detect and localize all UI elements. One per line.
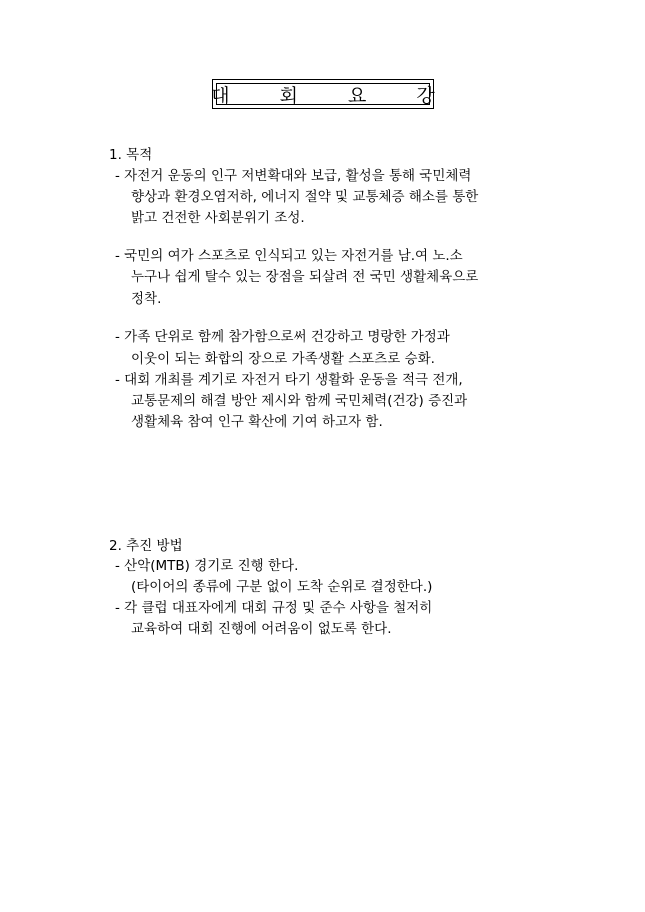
section-2-line: 교육하여 대회 진행에 어려움이 없도록 한다. xyxy=(131,621,392,637)
section-2-heading: 2. 추진 방법 xyxy=(109,538,183,554)
section-1-line: 생활체육 참여 인구 확산에 기여 하고자 함. xyxy=(131,414,383,430)
section-1-line: 이웃이 되는 화합의 장으로 가족생활 스포츠로 승화. xyxy=(131,351,435,367)
section-1-line: 교통문제의 해결 방안 제시와 함께 국민체력(건강) 증진과 xyxy=(131,393,468,409)
section-1-heading: 1. 목적 xyxy=(109,147,153,163)
section-2-line: (타이어의 종류에 구분 없이 도착 순위로 결정한다.) xyxy=(131,579,433,595)
section-2-line: - 각 클럽 대표자에게 대회 규정 및 준수 사항을 철저히 xyxy=(115,600,433,616)
section-1-line: 향상과 환경오염저하, 에너지 절약 및 교통체증 해소를 통한 xyxy=(131,189,479,205)
section-2-line: - 산악(MTB) 경기로 진행 한다. xyxy=(115,558,299,574)
section-1-line: 정착. xyxy=(131,291,162,307)
section-1-line: - 가족 단위로 함께 참가함으로써 건강하고 명랑한 가정과 xyxy=(115,329,450,345)
section-1-line: - 국민의 여가 스포츠로 인식되고 있는 자전거를 남.여 노.소 xyxy=(115,248,463,264)
section-1-line: - 자전거 운동의 인구 저변확대와 보급, 활성을 통해 국민체력 xyxy=(115,168,472,184)
document-title: 대 회 요 강 xyxy=(211,84,457,107)
section-1-line: 누구나 쉽게 탈수 있는 장점을 되살려 전 국민 생활체육으로 xyxy=(131,269,479,285)
title-box xyxy=(211,79,457,109)
section-1-line: 밝고 건전한 사회분위기 조성. xyxy=(131,210,305,226)
section-1-line: - 대회 개최를 계기로 자전거 타기 생활화 운동을 적극 전개, xyxy=(115,372,463,388)
title-inner-border xyxy=(211,83,457,107)
